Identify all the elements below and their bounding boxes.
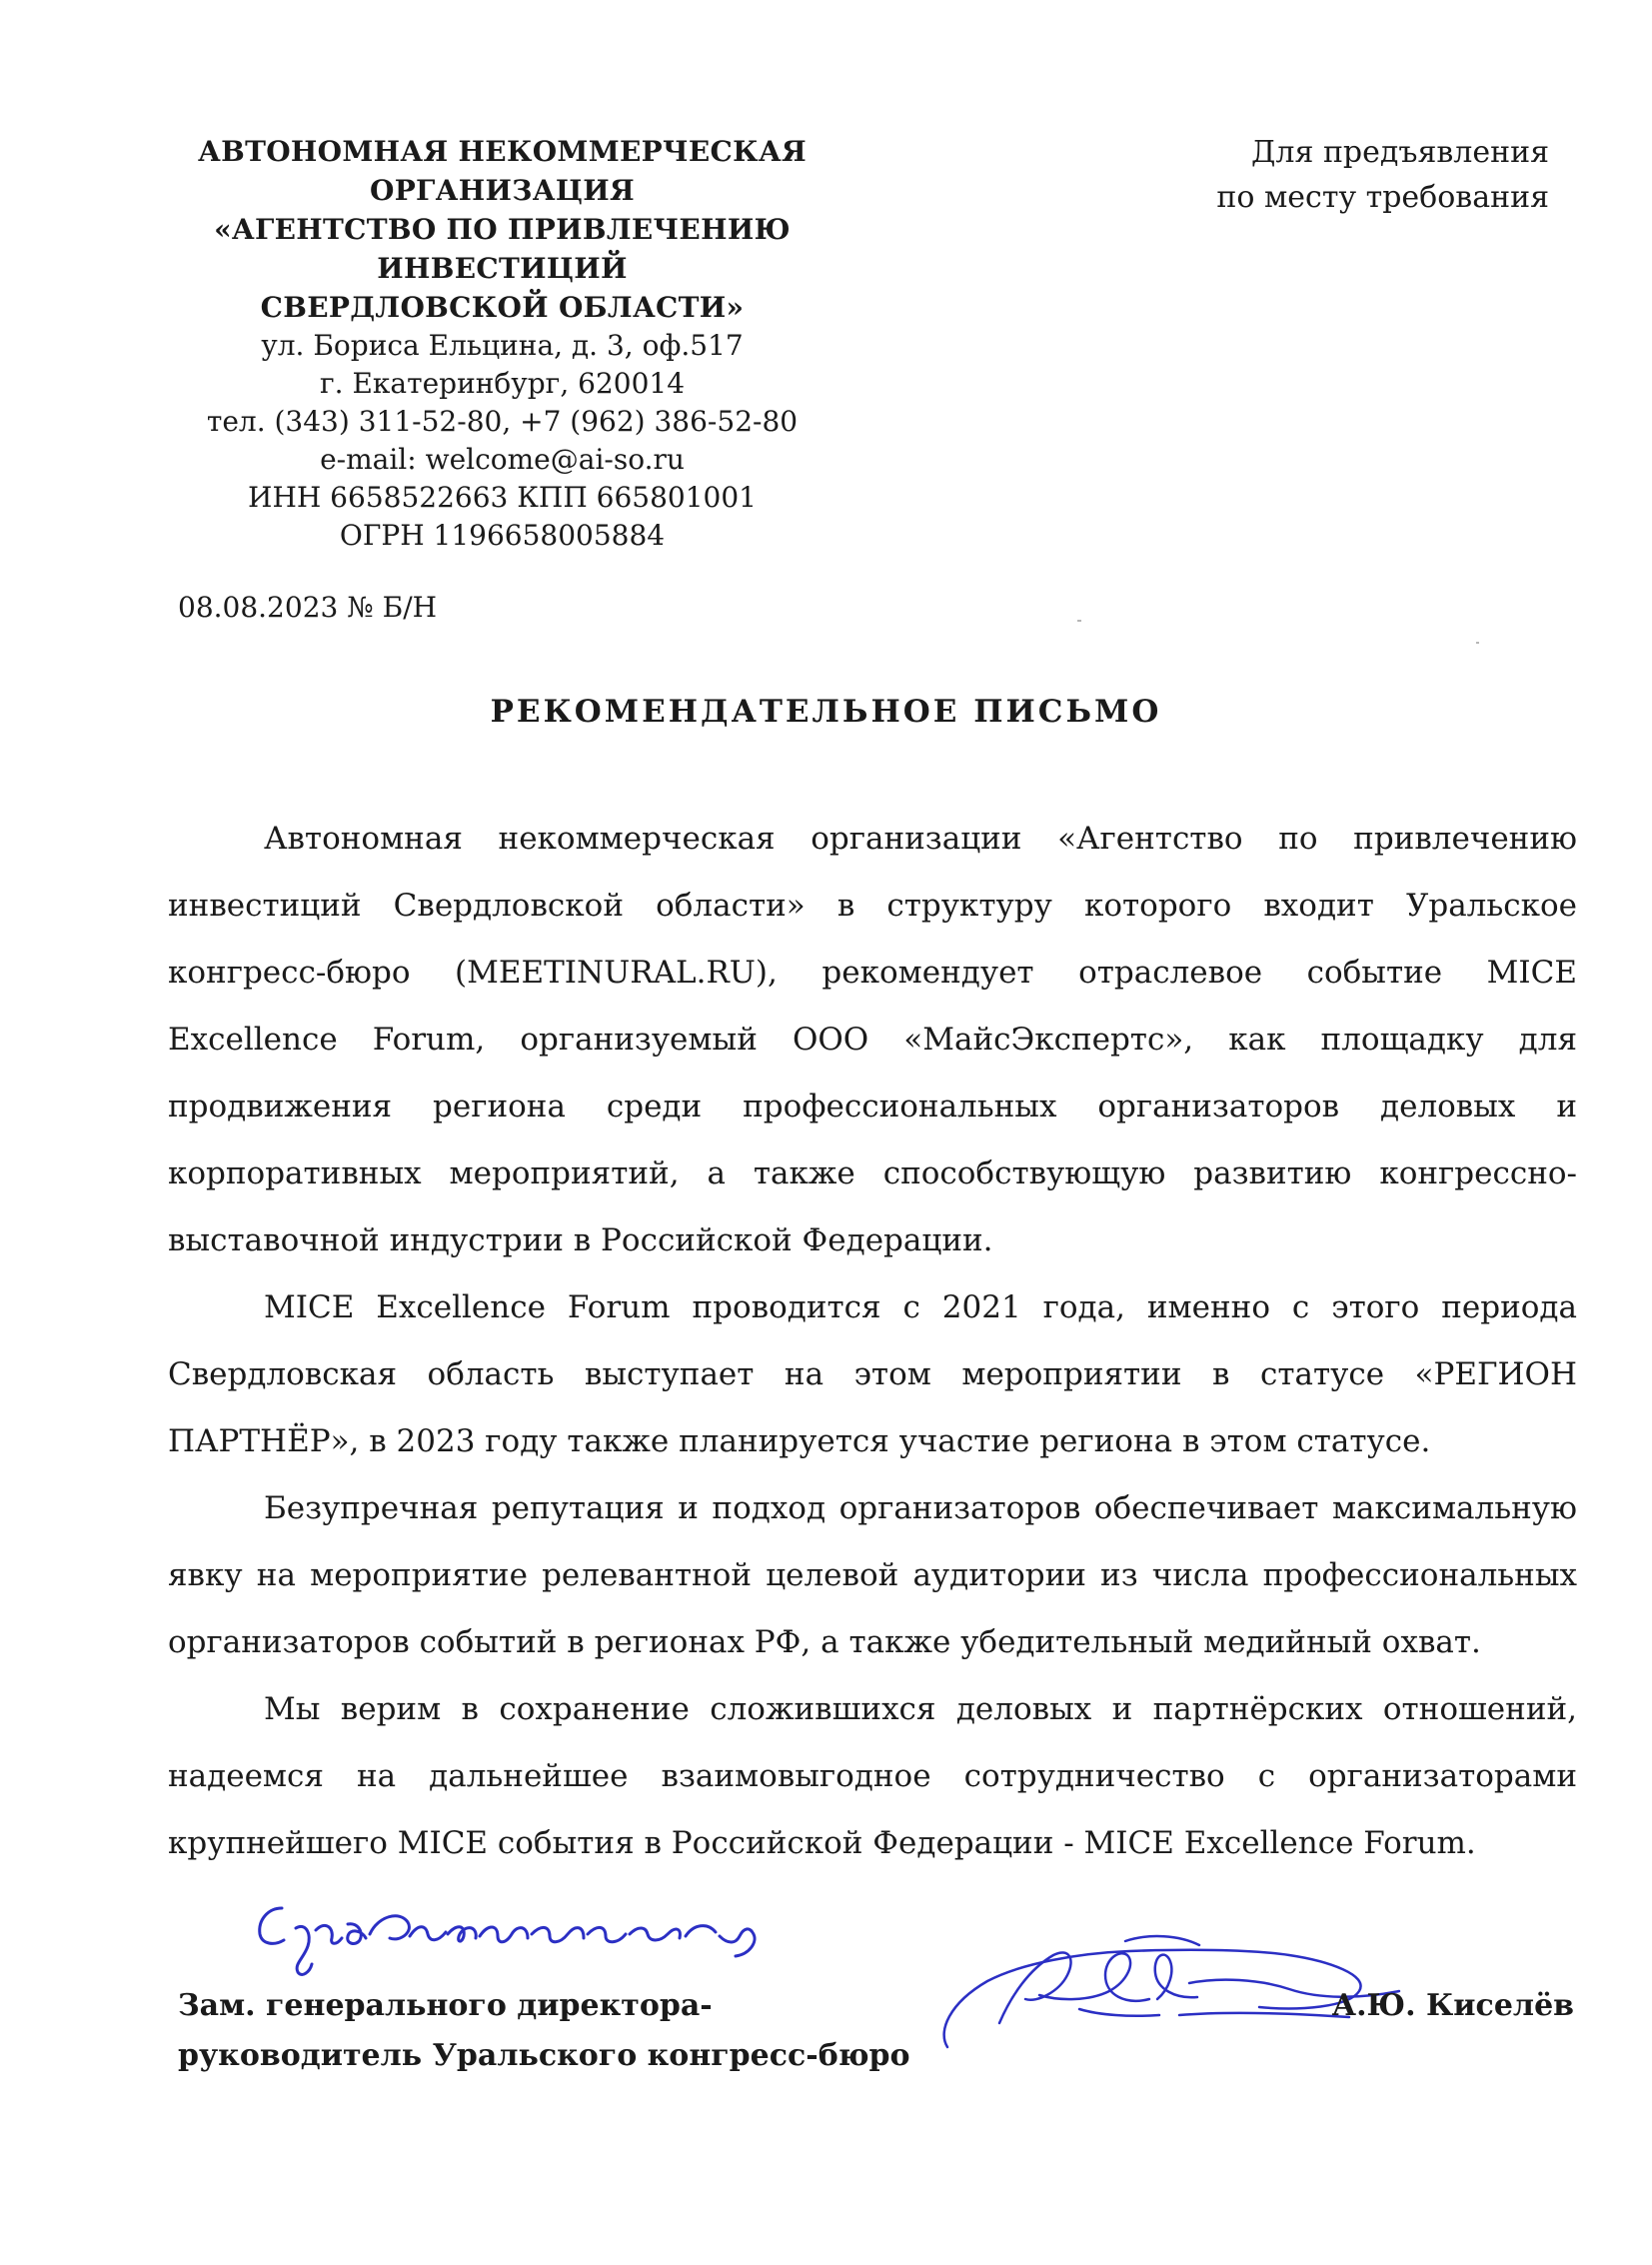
letter-title: РЕКОМЕНДАТЕЛЬНОЕ ПИСЬМО bbox=[490, 694, 1162, 730]
org-phone: тел. (343) 311-52-80, +7 (962) 386-52-80 bbox=[206, 405, 799, 438]
org-name-line: ОРГАНИЗАЦИЯ bbox=[370, 174, 635, 207]
letterhead bbox=[175, 132, 829, 555]
org-address: ул. Бориса Ельцина, д. 3, оф.517 bbox=[261, 329, 744, 362]
body-paragraph: MICE Excellence Forum проводится с 2021 года, именно с этого периода Свердловская область выступает на этом мероприятии в статусе «РЕГИОН ПАРТНЁР», в 2023 году также планируется участие региона в этом статусе. bbox=[168, 1289, 1577, 1459]
scan-speck bbox=[1077, 620, 1081, 622]
signer-position bbox=[178, 1981, 909, 2081]
org-email: e-mail: welcome@ai-so.ru bbox=[320, 443, 685, 476]
org-ogrn: ОГРН 1196658005884 bbox=[339, 519, 666, 552]
org-name-line: АВТОНОМНАЯ НЕКОММЕРЧЕСКАЯ bbox=[198, 135, 807, 168]
body-paragraph: Безупречная репутация и подход организаторов обеспечивает максимальную явку на мероприятие релевантной целевой аудитории из числа профессиональных организаторов событий в регионах РФ, а также убедительный медийный охват. bbox=[168, 1490, 1577, 1660]
letter-body bbox=[168, 806, 1577, 1877]
recipient-line: по месту требования bbox=[1216, 180, 1549, 215]
signer-name: А.Ю. Киселёв bbox=[1331, 1988, 1574, 2023]
date-reference: 08.08.2023 № Б/Н bbox=[178, 591, 438, 624]
recipient-note bbox=[1149, 130, 1549, 220]
org-name-line: «АГЕНТСТВО ПО ПРИВЛЕЧЕНИЮ bbox=[214, 213, 791, 246]
body-paragraph: Мы верим в сохранение сложившихся деловых и партнёрских отношений, надеемся на дальнейшее взаимовыгодное сотрудничество с организаторами крупнейшего MICE события в Российской Федерации - MICE Excellence Forum. bbox=[168, 1691, 1577, 1861]
position-line: Зам. генерального директора- bbox=[178, 1988, 713, 2023]
org-name-line: СВЕРДЛОВСКОЙ ОБЛАСТИ» bbox=[260, 291, 745, 324]
scan-speck bbox=[1476, 642, 1479, 644]
recipient-line: Для предъявления bbox=[1251, 135, 1549, 170]
body-paragraph: Автономная некоммерческая организации «Агентство по привлечению инвестиций Свердловской области» в структуру которого входит Уральское конгресс-бюро (MEETINURAL.RU), рекомендует отраслевое событие MICE Excellence Forum, организуемый ООО «МайсЭкспертс», как площадку для продвижения региона среди профессиональных организаторов деловых и корпоративных мероприятий, а также способствующую развитию конгрессно-выставочной индустрии в Российской Федерации. bbox=[168, 821, 1577, 1258]
handwritten-closing bbox=[250, 1894, 790, 1984]
org-inn-kpp: ИНН 6658522663 КПП 665801001 bbox=[248, 481, 757, 514]
org-name-line: ИНВЕСТИЦИЙ bbox=[377, 252, 628, 285]
org-city: г. Екатеринбург, 620014 bbox=[319, 367, 686, 400]
position-line: руководитель Уральского конгресс-бюро bbox=[178, 2038, 910, 2073]
